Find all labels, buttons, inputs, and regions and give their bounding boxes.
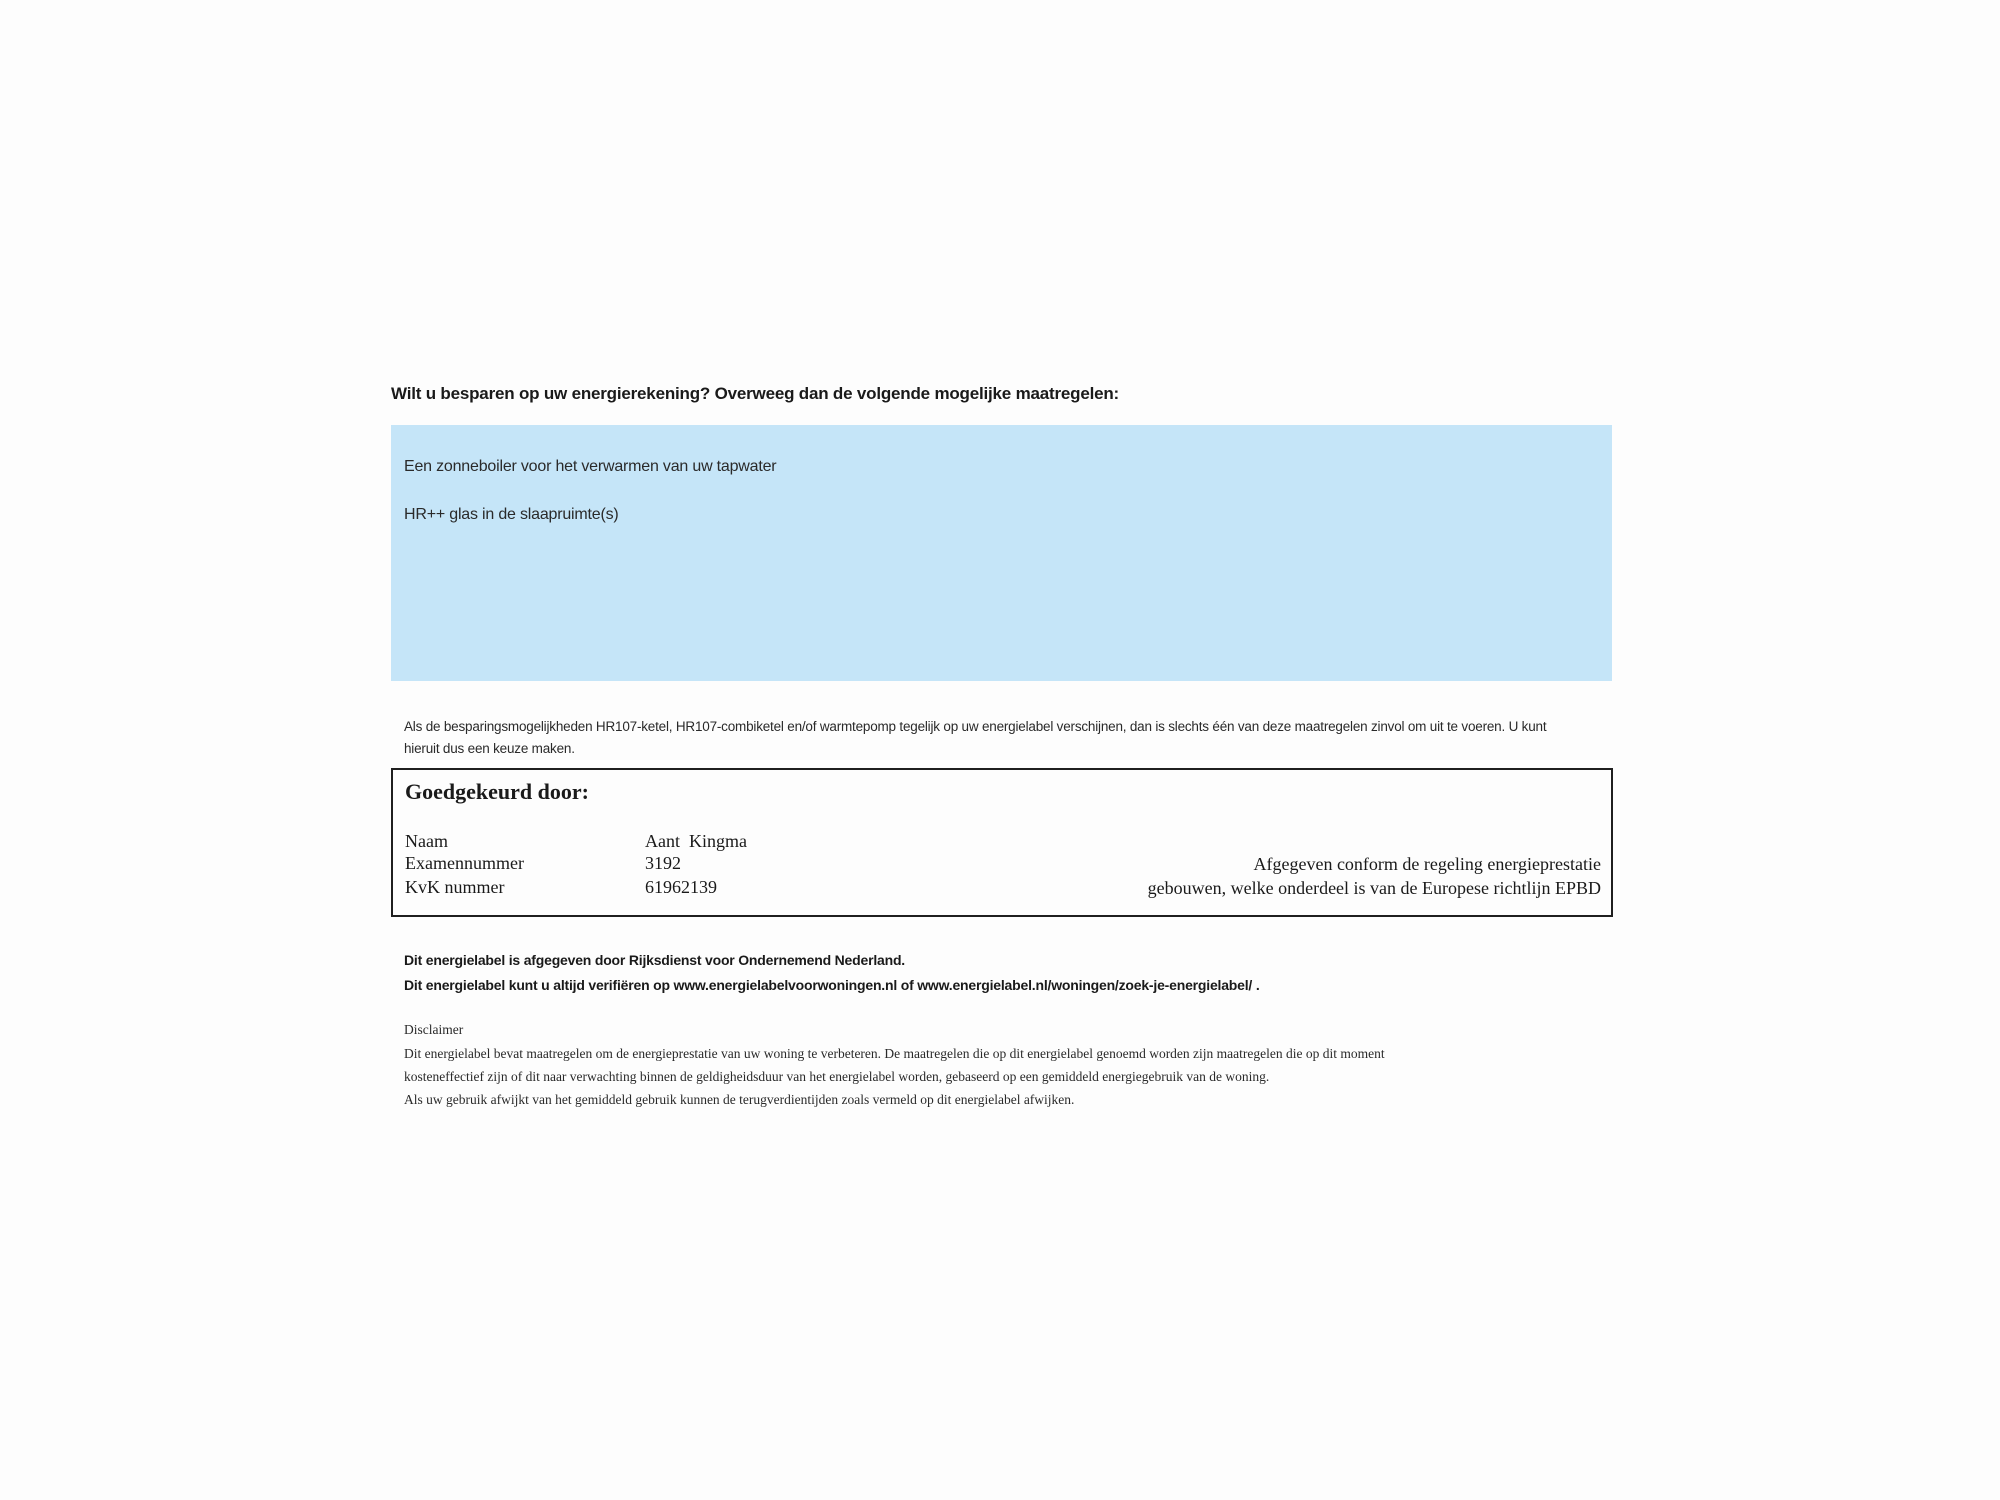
conform-statement [1148,852,1601,900]
approved-by-box [391,768,1613,917]
savings-headline: Wilt u besparen op uw energierekening? Overweeg dan de volgende mogelijke maatregelen: [391,384,1120,403]
measure-item: Een zonneboiler voor het verwarmen van uw tapwater [404,458,777,475]
field-value: 61962139 [645,877,717,897]
approved-title: Goedgekeurd door: [405,779,589,804]
field-label: KvK nummer [405,877,505,897]
combination-note: Als de besparingsmogelijkheden HR107-ketel, HR107-combiketel en/of warmtepomp tegelijk op uw energielabel verschijnen, dan is slechts één van deze maatregelen zinvol om uit te voeren. U kunt hieruit dus een keuze maken. [404,719,1547,756]
disclaimer-line: Dit energielabel bevat maatregelen om de energieprestatie van uw woning te verbeteren. De maatregelen die op dit energielabel genoemd worden zijn maatregelen die op dit moment [404,1046,1385,1061]
issued-line: Dit energielabel is afgegeven door Rijksdienst voor Ondernemend Nederland. [404,952,905,968]
verify-line: Dit energielabel kunt u altijd verifiëren op www.energielabelvoorwoningen.nl of www.energielabel.nl/woningen/zoek-je-energielabel/ . [404,977,1260,993]
issued-by-text [404,948,1260,998]
disclaimer-title: Disclaimer [404,1022,464,1037]
disclaimer [404,1018,1604,1111]
conform-line: Afgegeven conform de regeling energieprestatie [1253,854,1601,874]
disclaimer-line: Als uw gebruik afwijkt van het gemiddeld gebruik kunnen de terugverdientijden zoals vermeld op dit energielabel afwijken. [404,1092,1075,1107]
measure-item: HR++ glas in de slaapruimte(s) [404,506,619,523]
measures-box [391,425,1612,681]
field-label: Examennummer [405,853,524,873]
field-value: 3192 [645,853,681,873]
field-value: Aant Kingma [645,831,747,851]
disclaimer-line: kosteneffectief zijn of dit naar verwachting binnen de geldigheidsduur van het energielabel worden, gebaseerd op een gemiddeld energiegebruik van de woning. [404,1069,1270,1084]
conform-line: gebouwen, welke onderdeel is van de Europese richtlijn EPBD [1147,878,1601,898]
field-label: Naam [405,831,448,851]
